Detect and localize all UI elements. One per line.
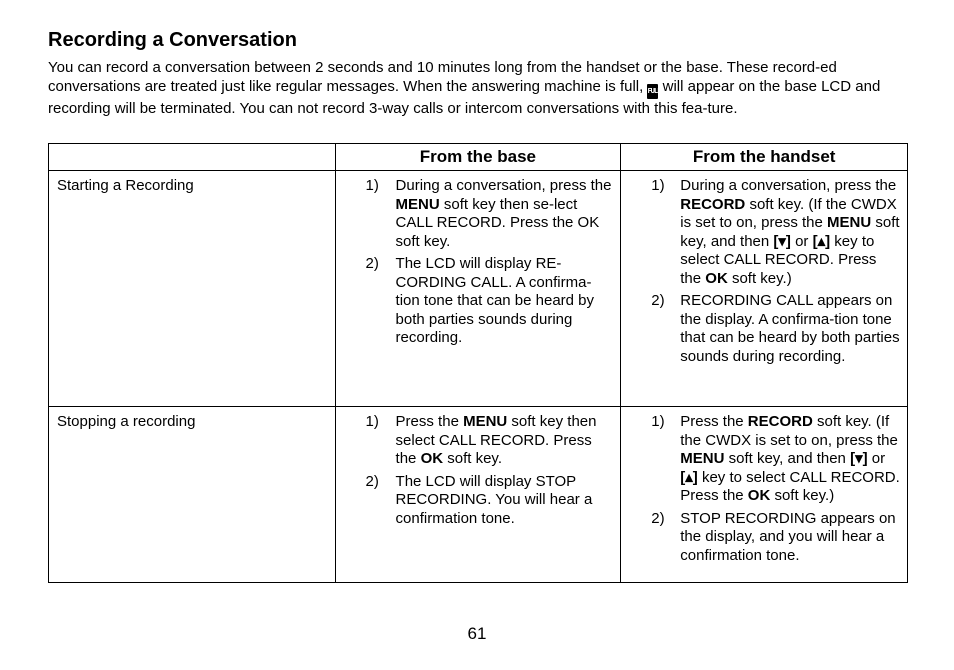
step-text: key to select CALL RECORD. Press the [680,468,900,504]
step-number: 2) [651,509,665,527]
page-title: Recording a Conversation [48,29,297,51]
row-label: Starting a Recording [49,171,336,407]
step-text: During a conversation, press the [680,177,897,194]
step-text: STOP RECORDING appears on the display, and you will hear a confirmation tone. [680,509,896,564]
step-text: soft key. (If the CWDX is set to on, press the [680,413,898,449]
header-from-base: From the base [335,144,621,171]
step-item [629,177,901,288]
step-list [629,177,901,366]
page-number: 61 [467,624,487,643]
step-keyword: MENU [463,413,508,430]
step-keyword: MENU [395,195,440,213]
step-text: or [867,450,886,467]
step-item [629,413,901,506]
row-label: Stopping a recording [49,407,336,583]
step-keyword: RECORD [747,413,813,430]
step-keyword: MENU [827,214,872,231]
step-text: soft key.) [770,487,835,504]
step-item [629,292,901,366]
step-text: During a conversation, press the [395,177,612,194]
step-text: soft key then select CALL RECORD. Press the [395,413,597,467]
step-number: 2) [365,472,379,490]
step-text: The LCD will display RE-CORDING CALL. A confirma-tion tone that can be heard by both parties sounds during recording. [395,255,595,346]
step-keyword: [▴] [680,468,698,486]
step-text: soft key.) [727,269,792,287]
intro-text-part1: You can record a conversation between 2 seconds and 10 minutes long from the handset or the base. These record-ed conversations are treated just like regular messages. When the answering machine is full, [48,59,837,95]
header-from-handset: From the handset [621,144,908,171]
step-list [344,177,615,348]
step-number: 1) [651,413,665,430]
step-number: 1) [365,177,379,194]
intro-paragraph [48,58,910,118]
step-item [629,510,901,566]
recording-instructions-table [48,143,908,583]
step-item [344,177,615,251]
step-text: soft key, and then [680,214,900,250]
step-text: or [790,232,813,250]
step-item [344,413,615,469]
step-text: soft key then se-lect CALL RECORD. Press the OK soft key. [395,195,600,250]
step-number: 2) [651,292,665,309]
full-memory-icon: FULL [647,84,658,99]
handset-steps-cell [621,407,908,583]
base-steps-cell [335,407,621,583]
table-header-row [49,144,908,171]
step-list [629,413,901,565]
base-steps-cell [335,171,621,407]
step-keyword: [▾] [850,450,868,467]
step-keyword: RECORD [680,195,746,213]
step-number: 1) [365,413,379,430]
step-keyword: OK [420,450,444,467]
step-keyword: MENU [680,450,725,467]
step-keyword: OK [705,269,728,287]
step-number: 1) [651,177,665,194]
step-text: soft key, and then [724,450,851,467]
intro-text-part2: will appear on the base LCD and recording will be terminated. You can not record 3-way calls or intercom conversations with this fea-ture. [48,78,881,117]
step-number: 2) [365,255,379,272]
step-text: key to select CALL RECORD. Press the [680,232,877,287]
step-text: RECORDING CALL appears on the display. A confirma-tion tone that can be heard by both parties sounds during recording. [680,292,900,365]
table-row [49,407,908,583]
handset-steps-cell [621,171,908,407]
step-text: The LCD will display STOP RECORDING. You will hear a confirmation tone. [395,472,593,527]
step-text: Press the [395,413,464,430]
step-keyword: [▴] [812,232,831,250]
step-text: soft key. [443,450,502,467]
header-empty [49,144,336,171]
step-item [344,473,615,529]
step-text: soft key. (If the CWDX is set to on, press the [680,195,897,231]
table-row [49,171,908,407]
step-keyword: [▾] [773,232,791,250]
step-keyword: OK [747,487,771,504]
step-item [344,255,615,348]
step-text: Press the [680,413,748,430]
step-list [344,413,615,528]
